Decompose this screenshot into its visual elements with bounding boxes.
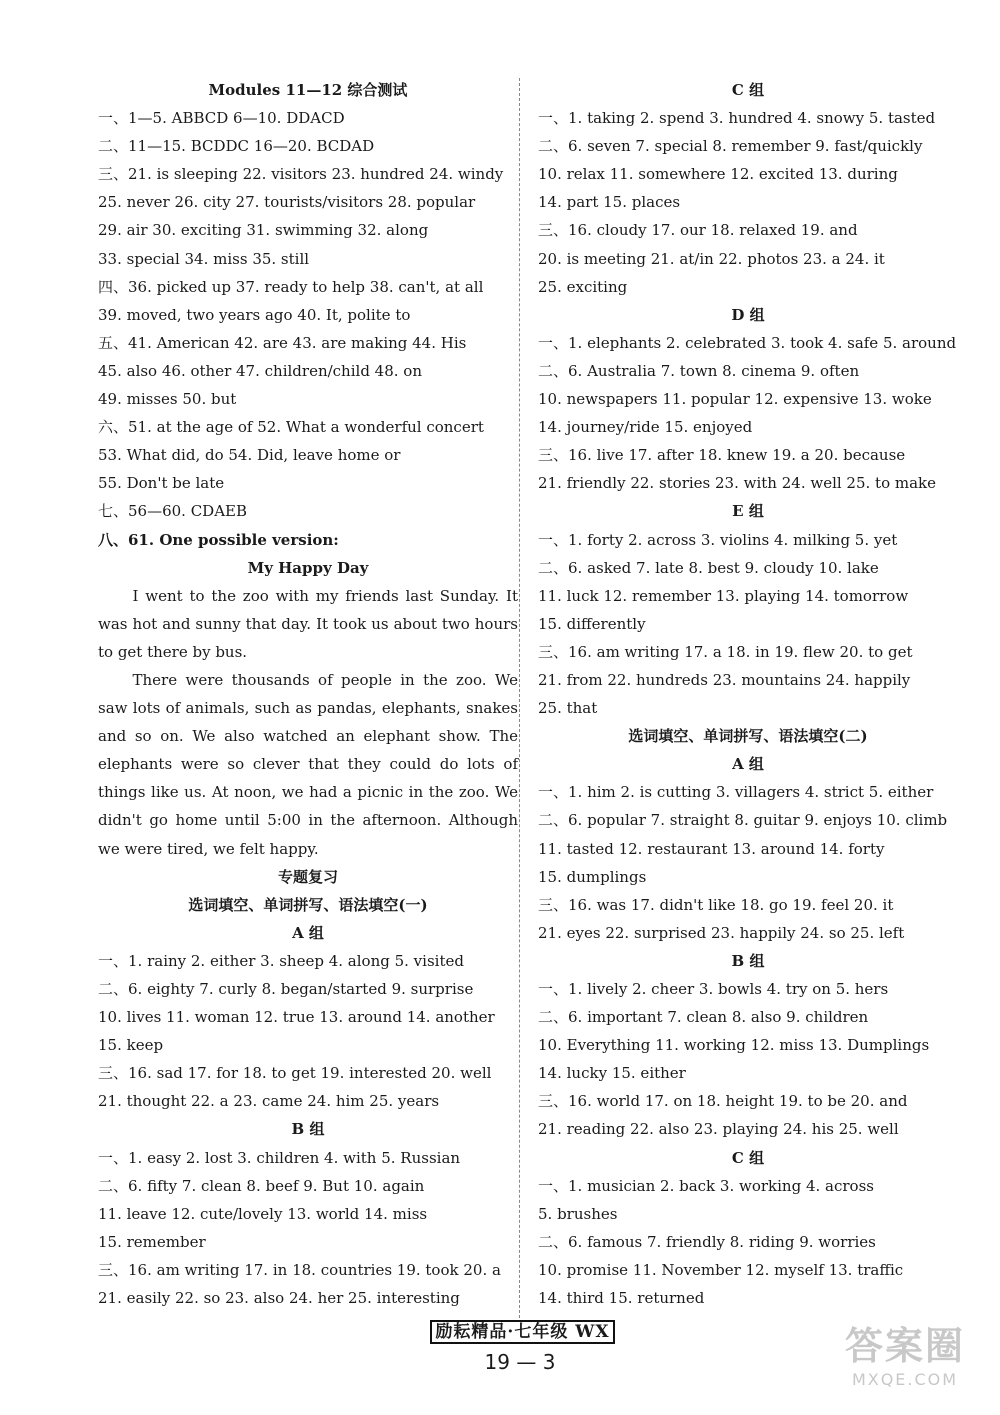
answer-line: 21. easily 22. so 23. also 24. her 25. interesting: [98, 1289, 460, 1308]
answer-line: 21. eyes 22. surprised 23. happily 24. so 25. left: [538, 923, 905, 942]
answer-line: 七、56—60. CDAEB: [98, 502, 248, 521]
answer-line: 一、1. taking 2. spend 3. hundred 4. snowy 5. tasted: [538, 109, 936, 128]
answer-line: 一、1. easy 2. lost 3. children 4. with 5. Russian: [98, 1148, 461, 1167]
answer-line: 10. lives 11. woman 12. true 13. around 14. another: [98, 1008, 495, 1027]
section-heading: B 组: [291, 1120, 325, 1139]
answer-line: 14. third 15. returned: [538, 1289, 705, 1308]
right-column: [538, 76, 958, 1312]
answer-line: 21. from 22. hundreds 23. mountains 24. happily: [538, 670, 911, 689]
answer-line: 10. Everything 11. working 12. miss 13. Dumplings: [538, 1036, 930, 1055]
answer-line: 39. moved, two years ago 40. It, polite to: [98, 305, 411, 324]
answer-line: 33. special 34. miss 35. still: [98, 249, 310, 268]
answer-line: 15. dumplings: [538, 867, 647, 886]
answer-line: 21. thought 22. a 23. came 24. him 25. years: [98, 1092, 440, 1111]
answer-line: 二、6. eighty 7. curly 8. began/started 9. surprise: [98, 980, 474, 998]
answer-line: 14. lucky 15. either: [538, 1064, 686, 1083]
section-heading: E 组: [732, 502, 764, 521]
left-column: [98, 76, 518, 1312]
answer-line: 21. friendly 22. stories 23. with 24. well 25. to make: [538, 474, 937, 493]
section-heading: B 组: [731, 951, 765, 970]
answer-line: 二、6. famous 7. friendly 8. riding 9. worries: [538, 1232, 876, 1251]
answer-line: 一、1. lively 2. cheer 3. bowls 4. try on 5. hers: [538, 980, 889, 998]
answer-line: 一、1. him 2. is cutting 3. villagers 4. strict 5. either: [538, 783, 934, 802]
answer-line: 53. What did, do 54. Did, leave home or: [98, 446, 401, 465]
answer-line: 11. luck 12. remember 13. playing 14. tomorrow: [538, 586, 909, 605]
answer-line: 55. Don't be late: [98, 474, 225, 493]
section-heading: 专题复习: [277, 867, 338, 886]
section-heading: A 组: [292, 923, 324, 942]
section-heading: 选词填空、单词拼写、语法填空(一): [188, 895, 428, 914]
answer-line: 三、16. cloudy 17. our 18. relaxed 19. and: [538, 221, 858, 240]
answer-line: 八、61. One possible version:: [98, 530, 339, 549]
answer-line: 三、16. live 17. after 18. knew 19. a 20. because: [538, 446, 906, 465]
answer-line: 二、6. popular 7. straight 8. guitar 9. enjoys 10. climb: [538, 811, 948, 830]
answer-line: 49. misses 50. but: [98, 390, 237, 409]
answer-line: 二、6. important 7. clean 8. also 9. children: [538, 1008, 869, 1027]
page-number: 19 — 3: [484, 1350, 556, 1374]
answer-line: 14. journey/ride 15. enjoyed: [538, 418, 753, 437]
answer-line: 三、16. world 17. on 18. height 19. to be 20. and: [538, 1092, 908, 1111]
answer-line: 一、1. elephants 2. celebrated 3. took 4. safe 5. around: [538, 333, 957, 352]
answer-line: 45. also 46. other 47. children/child 48. on: [98, 361, 423, 380]
footer-brand: 励耘精品·七年级 WX: [430, 1320, 615, 1344]
answer-line: 三、21. is sleeping 22. visitors 23. hundred 24. windy: [98, 165, 504, 184]
answer-line: 15. remember: [98, 1232, 206, 1251]
answer-line: 10. relax 11. somewhere 12. excited 13. during: [538, 165, 898, 184]
answer-line: 21. reading 22. also 23. playing 24. his 25. well: [538, 1120, 899, 1139]
answer-line: 一、1. musician 2. back 3. working 4. across: [538, 1176, 874, 1195]
answer-line: 三、16. sad 17. for 18. to get 19. interested 20. well: [98, 1064, 492, 1083]
section-heading: C 组: [731, 81, 765, 99]
watermark-logo: [830, 1322, 980, 1402]
answer-line: 二、6. seven 7. special 8. remember 9. fast/quickly: [538, 137, 923, 156]
answer-line: 11. leave 12. cute/lovely 13. world 14. miss: [98, 1204, 428, 1223]
watermark-url: MXQE.COM: [851, 1370, 959, 1389]
section-heading: My Happy Day: [247, 558, 369, 577]
answer-line: 10. promise 11. November 12. myself 13. traffic: [538, 1260, 904, 1279]
column-divider: [519, 78, 520, 1318]
answer-line: 一、1. forty 2. across 3. violins 4. milking 5. yet: [538, 530, 898, 549]
answer-line: 四、36. picked up 37. ready to help 38. can't, at all: [98, 277, 484, 296]
answer-line: 20. is meeting 21. at/in 22. photos 23. a 24. it: [538, 249, 885, 268]
answer-line: 10. newspapers 11. popular 12. expensive 13. woke: [538, 390, 932, 409]
answer-line: 二、6. Australia 7. town 8. cinema 9. often: [538, 361, 860, 380]
watermark-title: 答案圈: [844, 1324, 965, 1368]
section-heading: A 组: [732, 755, 764, 774]
section-heading: D 组: [731, 305, 765, 324]
answer-line: 14. part 15. places: [538, 193, 681, 212]
answer-line: 二、6. asked 7. late 8. best 9. cloudy 10. lake: [538, 558, 879, 577]
answer-line: 25. exciting: [538, 277, 628, 296]
answer-line: 15. differently: [538, 614, 646, 633]
answer-line: 二、11—15. BCDDC 16—20. BCDAD: [98, 137, 375, 156]
answer-line: 5. brushes: [538, 1204, 618, 1223]
section-heading: Modules 11—12 综合测试: [208, 81, 408, 99]
answer-line: 25. that: [538, 699, 598, 718]
answer-line: 三、16. am writing 17. a 18. in 19. flew 20. to get: [538, 642, 913, 661]
essay-paragraph: There were thousands of people in the zoo. We saw lots of animals, such as pandas, elephants, snakes and so on. We also watched an elephant show. The elephants were so clever that they could do lots of things like us. At noon, we had a picnic in the zoo. We didn't go home until 5:00 in the afternoon. Although we were tired, we felt happy.: [98, 670, 518, 858]
answer-line: 11. tasted 12. restaurant 13. around 14. forty: [538, 839, 885, 858]
answer-line: 五、41. American 42. are 43. are making 44. His: [98, 333, 467, 352]
answer-line: 一、1—5. ABBCD 6—10. DDACD: [98, 109, 345, 128]
section-heading: 选词填空、单词拼写、语法填空(二): [628, 727, 868, 746]
section-heading: C 组: [731, 1148, 765, 1167]
answer-line: 六、51. at the age of 52. What a wonderful concert: [98, 418, 484, 437]
answer-line: 三、16. am writing 17. in 18. countries 19. took 20. a: [98, 1260, 501, 1279]
answer-line: 一、1. rainy 2. either 3. sheep 4. along 5. visited: [98, 951, 464, 970]
answer-line: 二、6. fifty 7. clean 8. beef 9. But 10. again: [98, 1176, 425, 1195]
answer-line: 15. keep: [98, 1036, 164, 1055]
answer-line: 29. air 30. exciting 31. swimming 32. along: [98, 221, 429, 240]
answer-line: 25. never 26. city 27. tourists/visitors 28. popular: [98, 193, 476, 212]
answer-line: 三、16. was 17. didn't like 18. go 19. feel 20. it: [538, 895, 894, 914]
essay-paragraph: I went to the zoo with my friends last Sunday. It was hot and sunny that day. It took us about two hours to get there by bus.: [98, 586, 518, 661]
